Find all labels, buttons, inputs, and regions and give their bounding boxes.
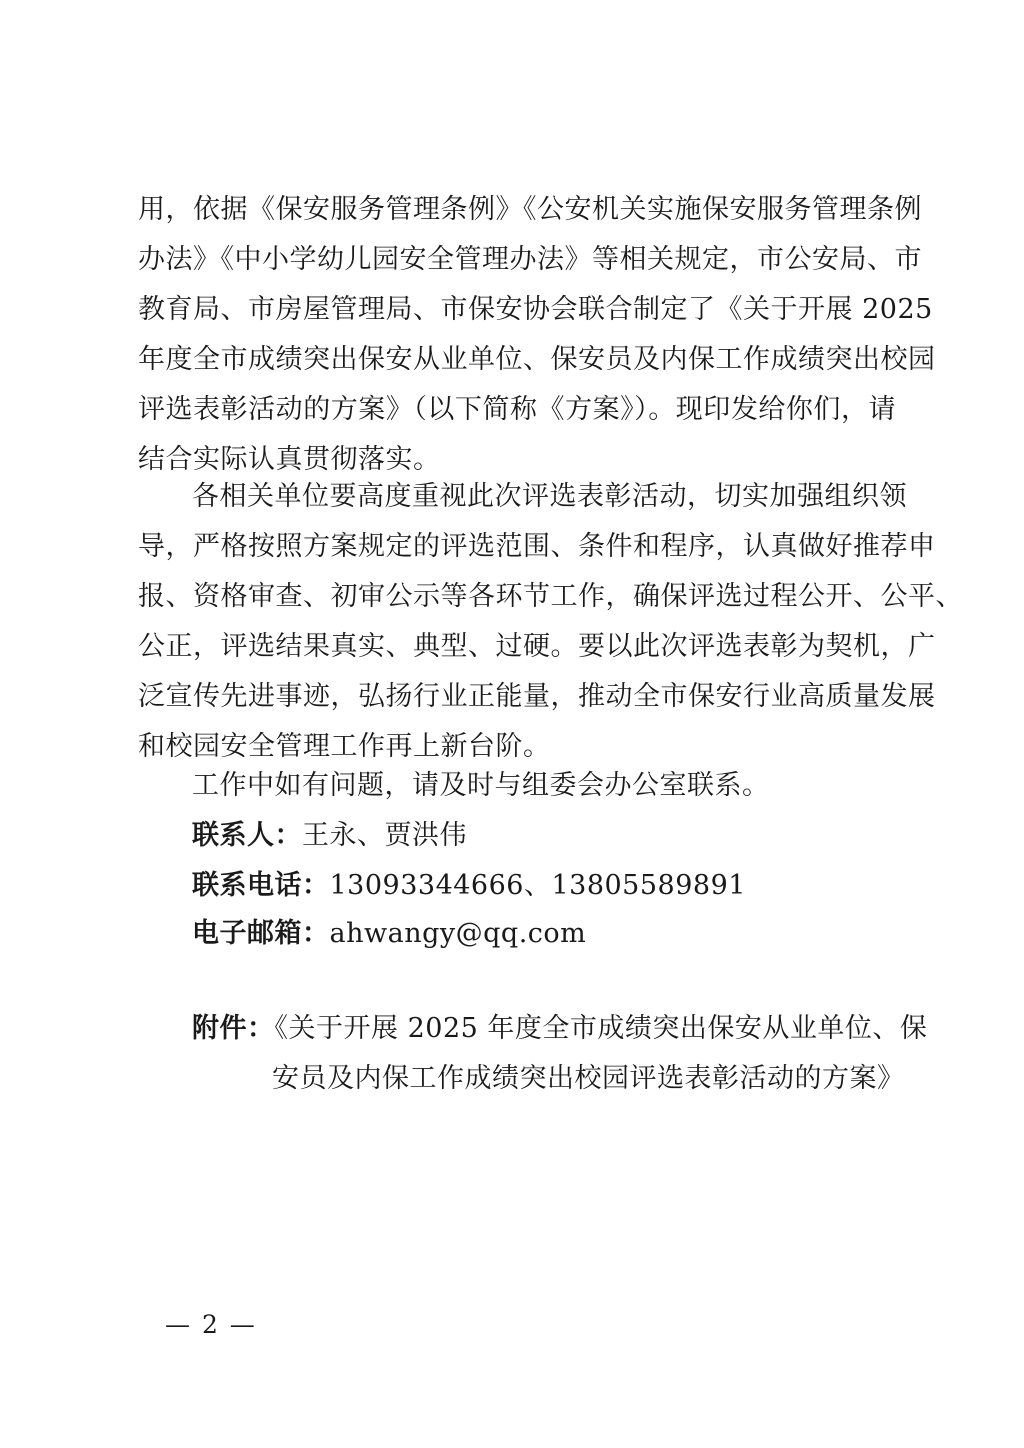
contact-email-value: ahwangy@qq.com xyxy=(329,918,587,949)
paragraph-3: 工作中如有问题，请及时与组委会办公室联系。 xyxy=(192,770,770,801)
paragraph-1-line-5: 评选表彰活动的方案》（以下简称《方案》）。现印发给你们，请 xyxy=(138,394,896,425)
contact-email-label: 电子邮箱： xyxy=(192,918,330,949)
paragraph-1-line-1: 用，依据《保安服务管理条例》《公安机关实施保安服务管理条例 xyxy=(138,194,922,225)
paragraph-1-line-6: 结合实际认真贯彻落实。 xyxy=(138,444,441,475)
attachment-title-line-1: 《关于开展 2025 年度全市成绩突出保安从业单位、保 xyxy=(274,1013,928,1044)
attachment xyxy=(192,1003,928,1055)
page-number: — 2 — xyxy=(165,1310,257,1339)
contact-phone-label: 联系电话： xyxy=(192,870,330,901)
contact-email xyxy=(192,908,896,960)
paragraph-1-line-3: 教育局、市房屋管理局、市保安协会联合制定了《关于开展 2025 xyxy=(138,294,933,325)
paragraph-2-line-6: 和校园安全管理工作再上新台阶。 xyxy=(138,731,551,762)
contact-person-label: 联系人： xyxy=(192,820,302,851)
contact-person xyxy=(192,810,896,862)
paragraph-1-line-2: 办法》《中小学幼儿园安全管理办法》等相关规定，市公安局、市 xyxy=(138,244,922,275)
paragraph-2-line-2: 导，严格按照方案规定的评选范围、条件和程序，认真做好推荐申 xyxy=(138,531,936,562)
paragraph-2-line-4: 公正，评选结果真实、典型、过硬。要以此次评选表彰为契机，广 xyxy=(138,631,936,662)
contact-phone xyxy=(192,860,896,912)
paragraph-1-line-4: 年度全市成绩突出保安从业单位、保安员及内保工作成绩突出校园 xyxy=(138,344,936,375)
attachment-title-line-2: 安员及内保工作成绩突出校园评选表彰活动的方案》 xyxy=(272,1063,905,1094)
contact-person-value: 王永、贾洪伟 xyxy=(302,820,467,851)
paragraph-2-line-1: 各相关单位要高度重视此次评选表彰活动，切实加强组织领 xyxy=(192,481,907,512)
attachment-label: 附件： xyxy=(192,1013,275,1044)
contact-phone-value: 13093344666、13805589891 xyxy=(329,870,746,901)
paragraph-2-line-3: 报、资格审查、初审公示等各环节工作，确保评选过程公开、公平、 xyxy=(138,581,963,612)
paragraph-2-line-5: 泛宣传先进事迹，弘扬行业正能量，推动全市保安行业高质量发展 xyxy=(138,681,936,712)
